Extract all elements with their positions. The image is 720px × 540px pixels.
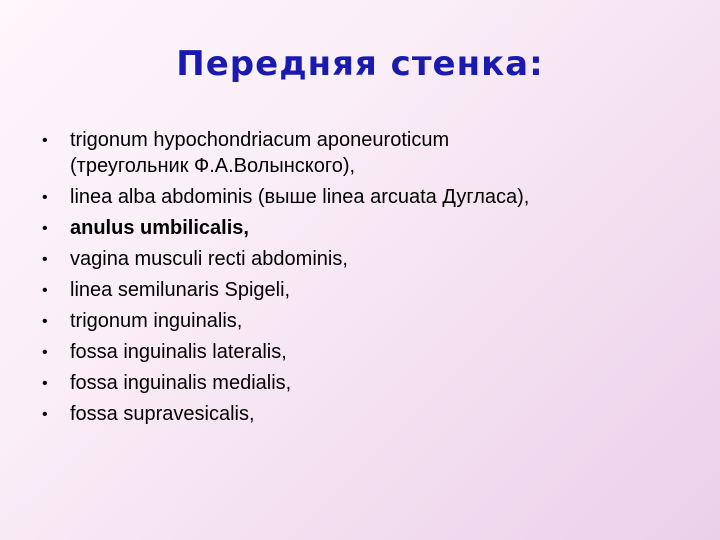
bullet-icon: • [42,132,48,149]
bullet-icon: • [42,219,48,237]
bullet-icon: • [42,281,48,299]
list-item [40,309,680,335]
list-item [40,278,680,304]
list-item [40,247,680,273]
list-item-text: linea alba abdominis (выше linea arcuata Дугласа), [70,185,530,208]
list-item-text: trigonum hypochondriacum aponeuroticum [70,129,450,151]
list-item-text: linea semilunaris Spigeli, [70,278,291,301]
list-item-text: trigonum inguinalis, [70,309,243,332]
bullet-icon: • [42,343,48,361]
bullet-icon: • [42,405,48,423]
list-item [40,402,680,428]
bullet-icon: • [42,312,48,330]
list-item-text: anulus umbilicalis, [70,216,249,239]
list-item-text: vagina musculi recti abdominis, [70,247,348,270]
list-item [40,340,680,366]
list-item [40,185,680,211]
bullet-icon: • [42,188,48,206]
list-item-text: (треугольник Ф.А.Волынского), [70,154,356,177]
list-item-text: fossa inguinalis medialis, [70,371,292,394]
list-item [40,371,680,397]
list-item-text: fossa supravesicalis, [70,402,255,425]
slide-title: Передняя стенка: [176,44,544,84]
bullet-list [40,128,680,433]
bullet-icon: • [42,374,48,392]
bullet-icon: • [42,250,48,268]
list-item-text: fossa inguinalis lateralis, [70,340,287,363]
list-item [40,216,680,242]
list-item [40,128,680,179]
